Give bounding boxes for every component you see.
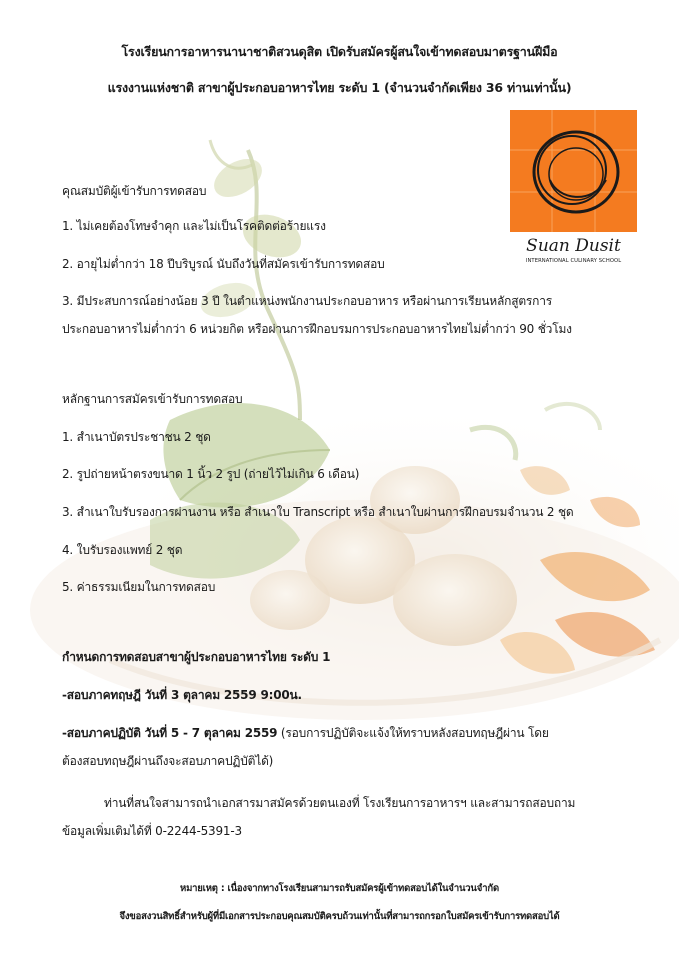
schedule-practice-note: (รอบการปฏิบัติจะแจ้งให้ทราบหลังสอบทฤษฎีผ่าน โดย [277, 726, 549, 740]
schedule-heading: กำหนดการทดสอบสาขาผู้ประกอบอาหารไทย ระดับ 1 [62, 650, 331, 664]
logo-orange-box [510, 110, 637, 232]
document-item: 4. ใบรับรองแพทย์ 2 ชุด [62, 543, 183, 557]
qualifications-heading: คุณสมบัติผู้เข้ารับการทดสอบ [62, 184, 207, 198]
schedule-practice [62, 724, 549, 743]
qualification-item-continued: ประกอบอาหารไม่ต่ำกว่า 6 หน่วยกิต หรือผ่านการฝึกอบรมการประกอบอาหารไทยไม่ต่ำกว่า 90 ชั่วโมง [62, 322, 572, 336]
qualification-item: 1. ไม่เคยต้องโทษจำคุก และไม่เป็นโรคติดต่อร้ายแรง [62, 219, 326, 233]
note-line-2: จึงขอสงวนสิทธิ์สำหรับผู้ที่มีเอกสารประกอบคุณสมบัติครบถ้วนเท่านั้นที่สามารถกรอกใบสมัครเข้ารับการทดสอบได้ [119, 911, 560, 922]
logo-subtitle: INTERNATIONAL CULINARY SCHOOL [525, 258, 622, 264]
contact-line-2: ข้อมูลเพิ่มเติมได้ที่ 0-2244-5391-3 [62, 824, 242, 838]
qualification-item: 2. อายุไม่ต่ำกว่า 18 ปีบริบูรณ์ นับถึงวันที่สมัครเข้ารับการทดสอบ [62, 257, 385, 271]
schedule-theory: -สอบภาคทฤษฎี วันที่ 3 ตุลาคม 2559 9:00น. [62, 688, 302, 702]
document-item: 1. สำเนาบัตรประชาชน 2 ชุด [62, 430, 211, 444]
contact-line-1: ท่านที่สนใจสามารถนำเอกสารมาสมัครด้วยตนเองที่ โรงเรียนการอาหารฯ และสามารถสอบถาม [104, 796, 576, 810]
document-item: 3. สำเนาใบรับรองการผ่านงาน หรือ สำเนาใบ Transcript หรือ สำเนาใบผ่านการฝึกอบรมจำนวน 2 ชุด [62, 505, 574, 519]
documents-heading: หลักฐานการสมัครเข้ารับการทดสอบ [62, 392, 243, 406]
logo-brand-text: Suan Dusit [526, 236, 621, 256]
note-line-1: หมายเหตุ : เนื่องจากทางโรงเรียนสามารถรับสมัครผู้เข้าทดสอบได้ในจำนวนจำกัด [180, 883, 499, 894]
suan-dusit-logo [510, 110, 637, 269]
qualification-item: 3. มีประสบการณ์อย่างน้อย 3 ปี ในตำแหน่งพนักงานประกอบอาหาร หรือผ่านการเรียนหลักสูตรการ [62, 294, 553, 308]
title-line-1: โรงเรียนการอาหารนานาชาติสวนดุสิต เปิดรับสมัครผู้สนใจเข้าทดสอบมาตรฐานฝีมือ [121, 44, 558, 59]
title-line-2: แรงงานแห่งชาติ สาขาผู้ประกอบอาหารไทย ระดับ 1 (จำนวนจำกัดเพียง 36 ท่านเท่านั้น) [107, 80, 572, 95]
schedule-practice-continued: ต้องสอบทฤษฎีผ่านถึงจะสอบภาคปฏิบัติได้) [62, 754, 274, 768]
document-item: 5. ค่าธรรมเนียมในการทดสอบ [62, 580, 216, 594]
document-item: 2. รูปถ่ายหน้าตรงขนาด 1 นิ้ว 2 รูป (ถ่ายไว้ไม่เกิน 6 เดือน) [62, 467, 360, 481]
schedule-practice-date: -สอบภาคปฏิบัติ วันที่ 5 - 7 ตุลาคม 2559 [62, 726, 278, 740]
circle-brush-icon [510, 110, 637, 232]
